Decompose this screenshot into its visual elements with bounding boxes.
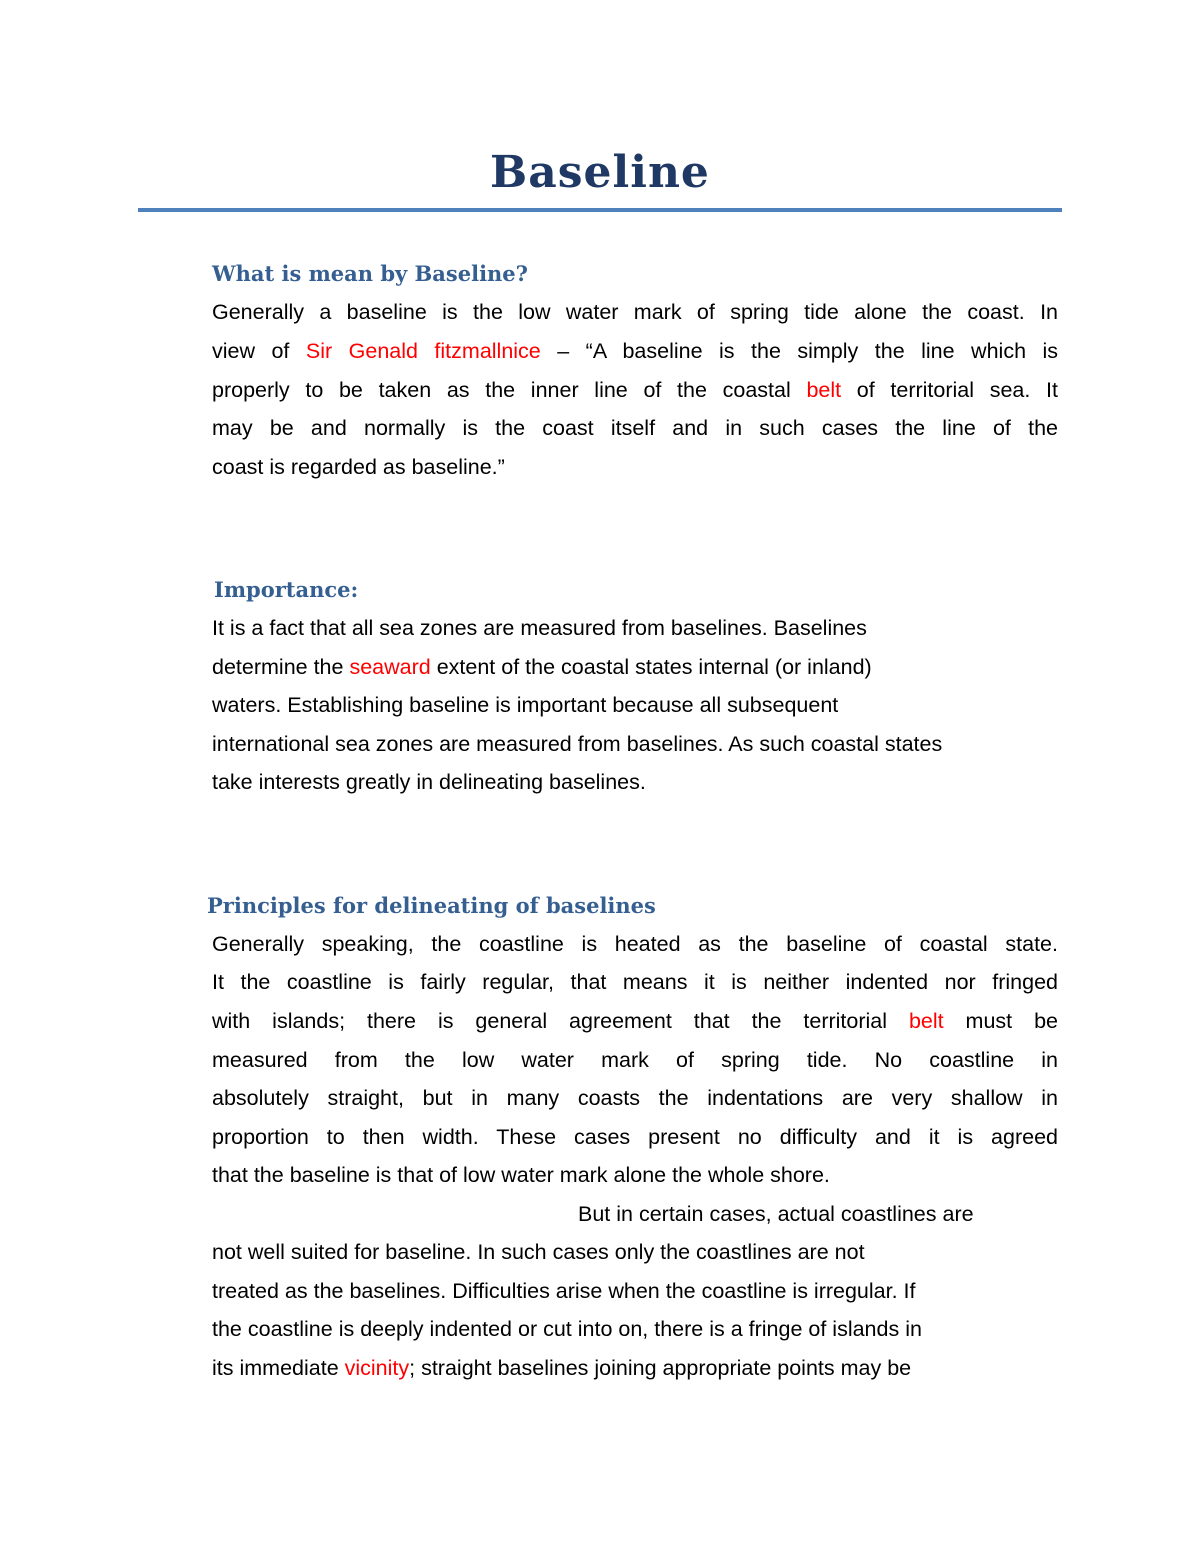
text-run: with islands; there is general agreement that the territorial [212,1009,909,1033]
text-run: international sea zones are measured from baselines. As such coastal states [212,732,943,756]
paragraph-line [212,729,942,759]
paragraph-line [212,1083,1058,1113]
text-run: of territorial sea. It [841,378,1058,402]
paragraph-line [578,1199,974,1229]
text-run: view of [212,339,306,363]
text-run: It is a fact that all sea zones are measured from baselines. Baselines [212,616,867,640]
text-run: extent of the coastal states internal (or inland) [430,655,872,679]
paragraph-line [212,452,505,482]
paragraph-line [212,929,1058,959]
text-run: waters. Establishing baseline is important because all subsequent [212,693,839,717]
text-run: ; straight baselines joining appropriate points may be [409,1356,912,1380]
paragraph-line [212,297,1058,327]
section-heading-importance: Importance: [214,577,359,602]
paragraph-line [212,1045,1058,1075]
paragraph-line [212,1160,830,1190]
text-run: coast is regarded as baseline.” [212,455,505,479]
text-run: its immediate [212,1356,345,1380]
text-run: properly to be taken as the inner line of the coastal [212,378,807,402]
text-run: measured from the low water mark of spring tide. No coastline in [212,1048,1058,1072]
text-run: Generally speaking, the coastline is heated as the baseline of coastal state. [212,932,1058,956]
paragraph-line [212,375,1058,405]
highlighted-term: belt [806,378,842,402]
paragraph-line [212,767,646,797]
section-heading-definition: What is mean by Baseline? [212,261,528,286]
text-run: – “A baseline is the simply the line which is [540,339,1059,363]
section-heading-principles: Principles for delineating of baselines [207,893,656,918]
paragraph-line [212,336,1058,366]
highlighted-term: belt [908,1009,944,1033]
text-run: proportion to then width. These cases present no difficulty and it is agreed [212,1125,1058,1149]
title-underline [138,208,1062,212]
paragraph-line [212,413,1058,443]
paragraph-line [212,613,867,643]
text-run: absolutely straight, but in many coasts the indentations are very shallow in [212,1086,1058,1110]
highlighted-term: vicinity [344,1356,410,1380]
paragraph-line [212,1314,922,1344]
text-run: But in certain cases, actual coastlines are [578,1202,974,1226]
text-run: not well suited for baseline. In such cases only the coastlines are not [212,1240,865,1264]
highlighted-term: Sir Genald fitzmallnice [305,339,541,363]
paragraph-line [212,1122,1058,1152]
page-title: Baseline [490,147,710,198]
paragraph-line [212,690,838,720]
paragraph-line [212,652,872,682]
highlighted-term: seaward [349,655,431,679]
paragraph-line [212,967,1058,997]
text-run: take interests greatly in delineating baselines. [212,770,646,794]
text-run: treated as the baselines. Difficulties arise when the coastline is irregular. If [212,1279,916,1303]
text-run: the coastline is deeply indented or cut into on, there is a fringe of islands in [212,1317,922,1341]
paragraph-line [212,1353,911,1383]
text-run: may be and normally is the coast itself and in such cases the line of the [212,416,1058,440]
text-run: that the baseline is that of low water mark alone the whole shore. [212,1163,830,1187]
text-run: must be [943,1009,1058,1033]
paragraph-line [212,1276,916,1306]
text-run: It the coastline is fairly regular, that means it is neither indented nor fringed [212,970,1058,994]
text-run: Generally a baseline is the low water mark of spring tide alone the coast. In [212,300,1058,324]
paragraph-line [212,1237,865,1267]
text-run: determine the [212,655,350,679]
paragraph-line [212,1006,1058,1036]
